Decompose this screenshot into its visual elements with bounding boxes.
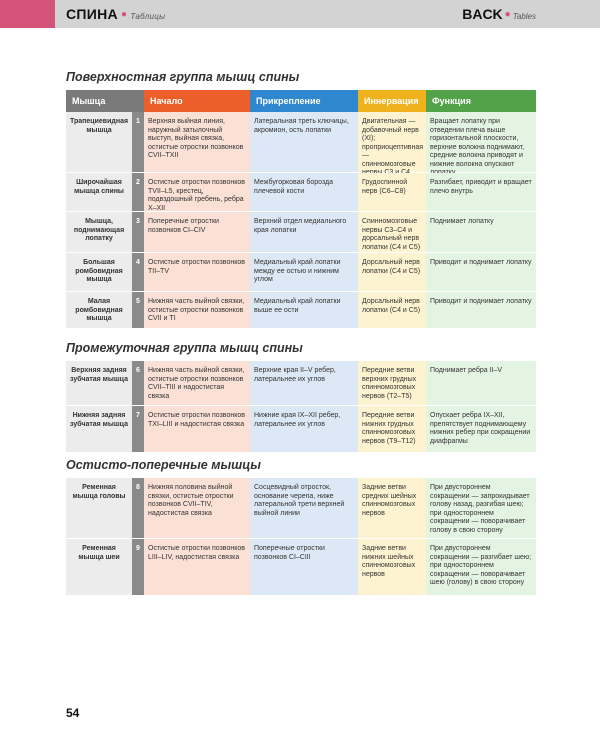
attachment-cell: Нижние края IX–XII ребер, латеральнее их углов (250, 406, 358, 452)
table-row (66, 292, 536, 329)
origin-cell: Остистые отростки позвонков TXI–LIII и надостистая связка (144, 406, 250, 452)
origin-cell: Остистые отростки позвонков TII–TV (144, 253, 250, 291)
col-function: Функция (426, 90, 536, 112)
attachment-cell: Сосцевидный отросток, основание черепа, ниже латеральной трети верхней выйной линии (250, 478, 358, 538)
function-cell: При двустороннем сокращении — запрокидывает голову назад, разгибая шею; при одностороннем сокращении — поворачивает голову в свою сторону (426, 478, 536, 538)
header-right (462, 6, 536, 22)
table-row (66, 253, 536, 292)
muscle-name: Мышца, поднимающая лопатку (66, 212, 132, 252)
header-title-right: BACK (462, 6, 503, 22)
page-number: 54 (66, 706, 80, 720)
bullet-icon: ● (504, 9, 511, 20)
innervation-cell: Передние ветви верхних грудных спинномозговых нервов (T2–T5) (358, 361, 426, 405)
row-number: 1 (132, 112, 144, 172)
header-left (66, 6, 165, 22)
origin-cell: Верхняя выйная линия, наружный затылочный выступ, выйная связка, остистые отростки позвонков CVII–TXII (144, 112, 250, 172)
section-color-tab (0, 0, 55, 28)
muscle-name: Ременная мышца головы (66, 478, 132, 538)
origin-cell: Остистые отростки позвонков LIII–LIV, надостистая связка (144, 539, 250, 595)
origin-cell: Нижняя половина выйной связки, остистые отростки позвонков CVII–TIV, надостистая связка (144, 478, 250, 538)
function-cell: Разгибает, приводит и вращает плечо внутрь (426, 173, 536, 211)
row-number: 6 (132, 361, 144, 405)
header-subtitle-right: Tables (512, 12, 536, 21)
table-row (66, 539, 536, 596)
row-number: 4 (132, 253, 144, 291)
origin-cell: Поперечные отростки позвонков CI–CIV (144, 212, 250, 252)
section-title: Промежуточная группа мышц спины (66, 341, 303, 355)
function-cell: При двустороннем сокращении — разгибает шею; при одностороннем сокращении — поворачивает шею (голову) в свою сторону (426, 539, 536, 595)
origin-cell: Нижняя часть выйной связки, остистые отростки позвонков CVII–TIII и надостистая связка (144, 361, 250, 405)
header-subtitle-left: Таблицы (130, 12, 166, 21)
function-cell: Вращает лопатку при отведении плеча выше горизонтальной плоскости, верхние волокна поднимают, средние волокна приводят и нижние волокна опускают (426, 112, 536, 172)
row-number: 3 (132, 212, 144, 252)
innervation-cell: Спинномозговые нервы C3–C4 и дорсальный нерв лопатки (C4 и C5) (358, 212, 426, 252)
muscle-table (66, 90, 536, 329)
table-row (66, 478, 536, 539)
bullet-icon: ● (120, 9, 128, 20)
attachment-cell: Латеральная треть ключицы, акромион, ость лопатки (250, 112, 358, 172)
table-row (66, 361, 536, 406)
muscle-name: Нижняя задняя зубчатая мышца (66, 406, 132, 452)
function-cell: Опускает ребра IX–XII, препятствует поднимающему нижних ребер при сокращении диафрагмы (426, 406, 536, 452)
table-row (66, 212, 536, 253)
table-row (66, 173, 536, 212)
attachment-cell: Межбугорковая борозда плечевой кости (250, 173, 358, 211)
origin-cell: Нижняя часть выйной связки, остистые отростки позвонков CVII и TI (144, 292, 250, 328)
table-row (66, 406, 536, 453)
muscle-name: Верхняя задняя зубчатая мышца (66, 361, 132, 405)
muscle-name: Широчайшая мышца спины (66, 173, 132, 211)
innervation-cell: Задние ветви средних шейных спинномозговых нервов (358, 478, 426, 538)
muscle-name: Ременная мышца шеи (66, 539, 132, 595)
col-origin: Начало (144, 90, 250, 112)
muscle-name: Малая ромбовидная мышца (66, 292, 132, 328)
attachment-cell: Медиальный край лопатки выше ее ости (250, 292, 358, 328)
row-number: 7 (132, 406, 144, 452)
muscle-name: Большая ромбовидная мышца (66, 253, 132, 291)
function-cell: Приводит и поднимает лопатку (426, 292, 536, 328)
section-title: Поверхностная группа мышц спины (66, 70, 300, 84)
innervation-cell: Грудоспинной нерв (C6–C8) (358, 173, 426, 211)
section-title: Остисто-поперечные мышцы (66, 458, 261, 472)
innervation-cell: Передние ветви нижних грудных спинномозговых нервов (T9–T12) (358, 406, 426, 452)
row-number: 9 (132, 539, 144, 595)
header-title-left: СПИНА (66, 6, 118, 22)
table-header (66, 90, 536, 112)
function-cell: Поднимает ребра II–V (426, 361, 536, 405)
row-number: 2 (132, 173, 144, 211)
innervation-cell: Задние ветви нижних шейных спинномозговых нервов (358, 539, 426, 595)
muscle-name: Трапециевидная мышца (66, 112, 132, 172)
muscle-table (66, 478, 536, 596)
col-innervation: Иннервация (358, 90, 426, 112)
function-cell: Поднимает лопатку (426, 212, 536, 252)
attachment-cell: Верхние края II–V ребер, латеральнее их углов (250, 361, 358, 405)
origin-cell: Остистые отростки позвонков TVII–L5, крестец, подвздошный гребень, ребра X–XII (144, 173, 250, 211)
attachment-cell: Верхний отдел медиального края лопатки (250, 212, 358, 252)
attachment-cell: Поперечные отростки позвонков CI–CIII (250, 539, 358, 595)
col-attachment: Прикрепление (250, 90, 358, 112)
innervation-cell: Двигательная — добавочный нерв (XI); проприоцептивная — спинномозговые (358, 112, 426, 172)
innervation-cell: Дорсальный нерв лопатки (C4 и C5) (358, 292, 426, 328)
col-muscle: Мышца (66, 90, 144, 112)
muscle-table (66, 361, 536, 453)
attachment-cell: Медиальный край лопатки между ее остью и нижним углом (250, 253, 358, 291)
innervation-cell: Дорсальный нерв лопатки (C4 и C5) (358, 253, 426, 291)
table-row (66, 112, 536, 173)
row-number: 5 (132, 292, 144, 328)
function-cell: Приводит и поднимает лопатку (426, 253, 536, 291)
row-number: 8 (132, 478, 144, 538)
